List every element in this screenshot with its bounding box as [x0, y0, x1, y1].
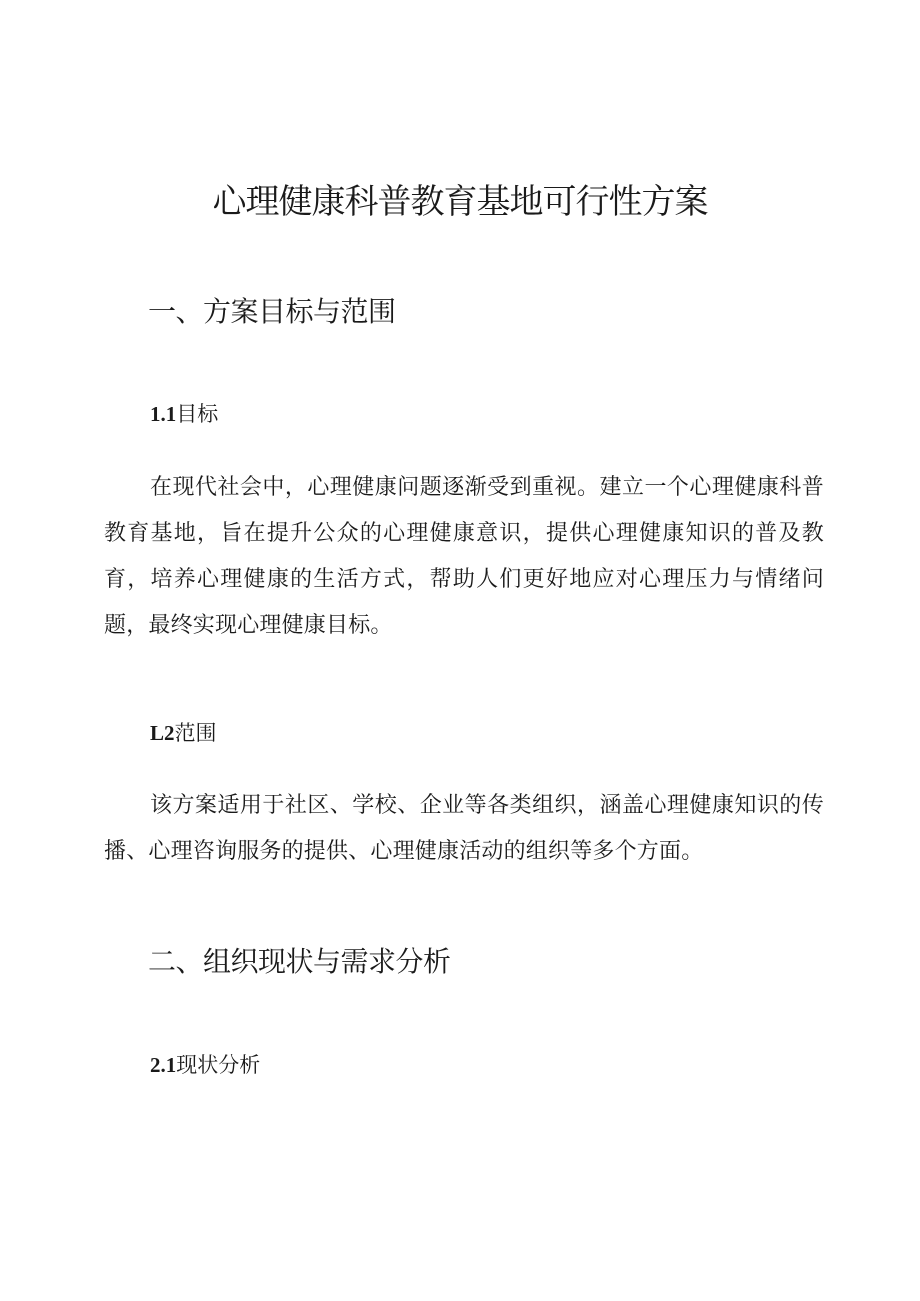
subsection-2-1-label: 现状分析	[176, 1053, 261, 1077]
subsection-2-1-number: 2.1	[150, 1053, 177, 1077]
section-2-heading: 二、组织现状与需求分析	[148, 945, 451, 978]
document-title: 心理健康科普教育基地可行性方案	[212, 182, 708, 222]
section-1-heading: 一、方案目标与范围	[148, 295, 396, 328]
subsection-1-1-number: 1.1	[150, 402, 177, 426]
subsection-2-1-heading	[150, 1049, 260, 1081]
subsection-1-2-label: 范围	[174, 721, 217, 745]
subsection-1-1-label: 目标	[176, 402, 219, 426]
subsection-1-2-number: L2	[150, 721, 175, 745]
subsection-1-1-heading	[150, 398, 218, 430]
subsection-1-1-paragraph: 在现代社会中，心理健康问题逐渐受到重视。建立一个心理健康科普教育基地，旨在提升公众的心理健康意识，提供心理健康知识的普及教育，培养心理健康的生活方式，帮助人们更好地应对心理压力与情绪问题，最终实现心理健康目标。	[104, 475, 824, 638]
subsection-1-2-heading	[150, 717, 217, 749]
subsection-1-2-paragraph: 该方案适用于社区、学校、企业等各类组织，涵盖心理健康知识的传播、心理咨询服务的提供、心理健康活动的组织等多个方面。	[104, 793, 824, 864]
